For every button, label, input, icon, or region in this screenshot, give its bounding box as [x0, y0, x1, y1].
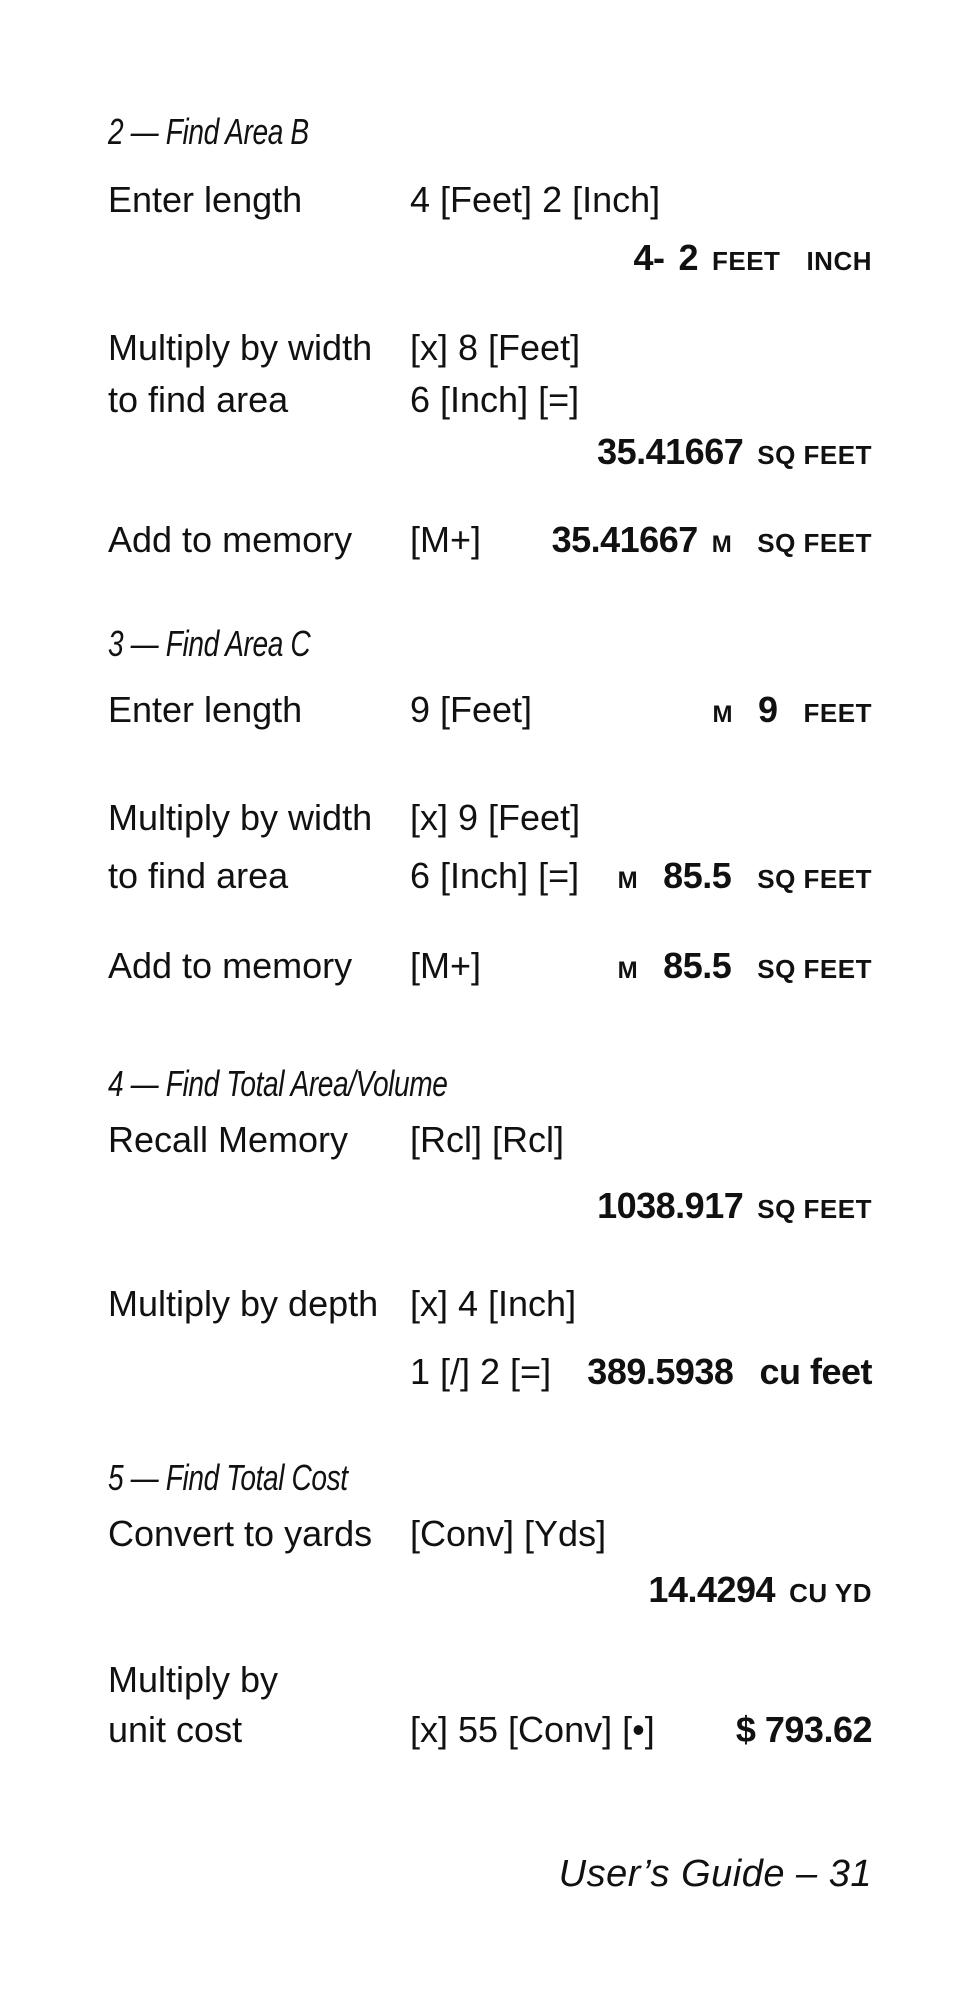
display-number: 85.5 [663, 855, 732, 896]
display-unit: SQ FEET [757, 954, 872, 984]
display-readout-cubic-yards [648, 1570, 872, 1613]
display-number: 4- [633, 237, 665, 278]
memory-indicator: M [712, 701, 733, 728]
display-number: 35.41667 [597, 431, 744, 472]
step-label-multiply-depth: Multiply by depth [108, 1283, 379, 1324]
keystrokes-convert-yards: [Conv] [Yds] [410, 1513, 607, 1554]
display-unit: FEET [711, 246, 781, 276]
keystrokes-unit-cost: [x] 55 [Conv] [•] [410, 1709, 655, 1750]
keystrokes-add-memory: [M+] [410, 945, 482, 986]
keystrokes-multiply-width: [x] 8 [Feet] [410, 327, 581, 368]
keystrokes-enter-length: 9 [Feet] [410, 689, 533, 730]
memory-indicator: M [711, 531, 732, 558]
display-number: 1038.917 [597, 1185, 744, 1226]
step-label-multiply-width: Multiply by width [108, 797, 373, 838]
step-label-enter-length: Enter length [108, 689, 303, 730]
display-readout-memory-c [618, 946, 872, 991]
step-label-unit-cost: unit cost [108, 1709, 243, 1750]
display-unit: SQ FEET [757, 864, 872, 894]
step-label-recall-memory: Recall Memory [108, 1119, 349, 1160]
keystrokes-multiply-width: [x] 9 [Feet] [410, 797, 581, 838]
section-heading-total-cost: 5 — Find Total Cost [108, 1457, 348, 1498]
display-unit: SQ FEET [757, 440, 872, 470]
step-label-find-area: to find area [108, 855, 289, 896]
display-number: $ 793.62 [735, 1709, 872, 1750]
display-number: 85.5 [663, 945, 732, 986]
display-unit: SQ FEET [757, 1194, 872, 1224]
display-readout-volume [587, 1352, 872, 1392]
step-label-convert-yards: Convert to yards [108, 1513, 373, 1554]
display-readout-area-b [597, 432, 872, 475]
display-number: 9 [758, 689, 778, 730]
display-unit: cu feet [759, 1351, 872, 1392]
keystrokes-recall-memory: [Rcl] [Rcl] [410, 1119, 565, 1160]
page-footer: User’s Guide – 31 [558, 1853, 872, 1895]
memory-indicator: M [617, 867, 638, 894]
memory-indicator: M [617, 957, 638, 984]
section-heading-area-b: 2 — Find Area B [108, 111, 309, 152]
keystrokes-find-area: 6 [Inch] [=] [410, 379, 580, 420]
keystrokes-multiply-depth: [x] 4 [Inch] [410, 1283, 577, 1324]
display-readout-total-cost [736, 1710, 872, 1750]
display-unit: CU YD [789, 1578, 872, 1608]
display-number: 14.4294 [648, 1569, 776, 1610]
section-heading-total-area: 4 — Find Total Area/Volume [108, 1063, 448, 1104]
display-unit: INCH [806, 246, 872, 276]
display-readout-total-area [597, 1186, 872, 1229]
keystrokes-divide: 1 [/] 2 [=] [410, 1351, 552, 1392]
step-label-multiply-width: Multiply by width [108, 327, 373, 368]
display-readout-memory-b [552, 520, 872, 565]
display-unit: SQ FEET [757, 528, 872, 558]
display-number: 35.41667 [551, 519, 698, 560]
keystrokes-add-memory: [M+] [410, 519, 482, 560]
display-readout-area-c [618, 856, 872, 901]
keystrokes-enter-length: 4 [Feet] 2 [Inch] [410, 179, 661, 220]
step-label-add-memory: Add to memory [108, 519, 353, 560]
keystrokes-find-area: 6 [Inch] [=] [410, 855, 580, 896]
display-unit: FEET [803, 698, 872, 728]
display-number: 389.5938 [587, 1351, 734, 1392]
step-label-find-area: to find area [108, 379, 289, 420]
step-label-multiply-by: Multiply by [108, 1659, 279, 1700]
display-readout-length-b [633, 238, 872, 281]
section-heading-area-c: 3 — Find Area C [108, 623, 311, 664]
step-label-enter-length: Enter length [108, 179, 303, 220]
display-number: 2 [678, 237, 698, 278]
step-label-add-memory: Add to memory [108, 945, 353, 986]
display-readout-length-c [713, 690, 872, 735]
